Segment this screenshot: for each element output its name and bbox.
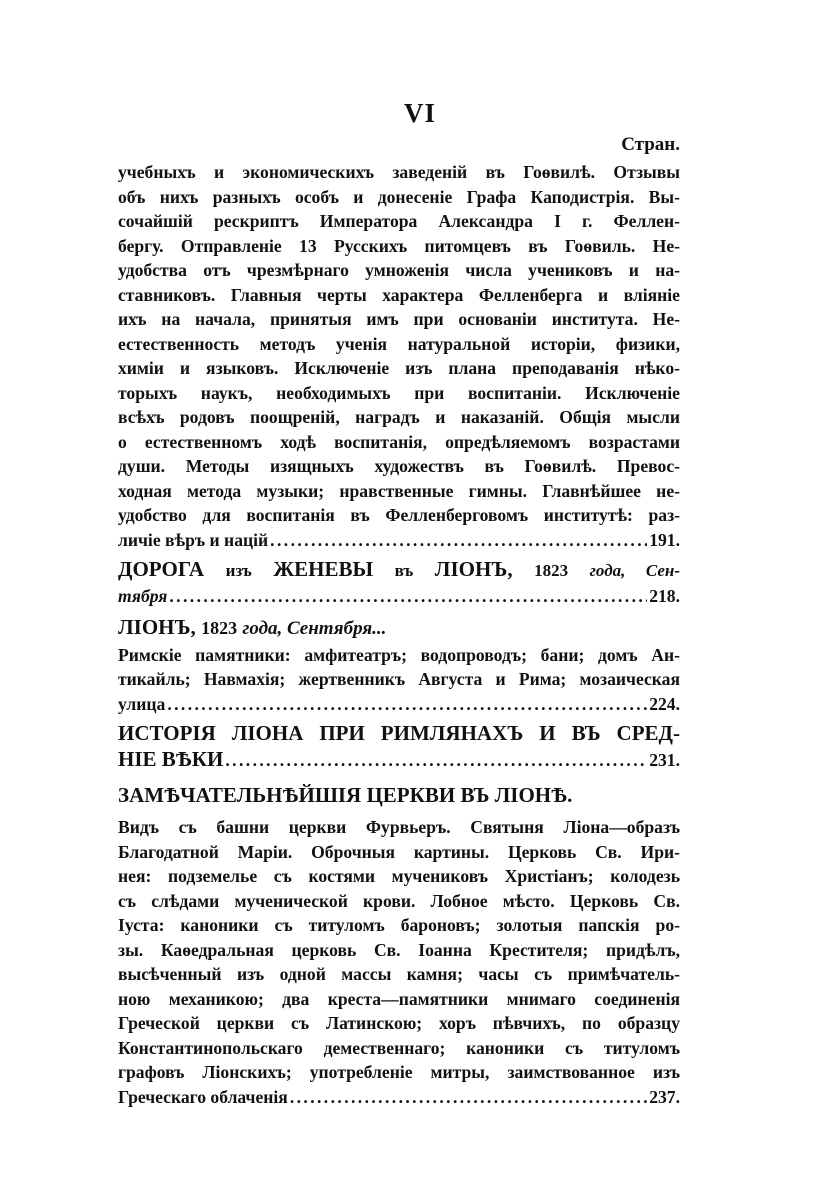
toc-text-line: химіи и языковъ. Исключеніе изъ плана преподаванія нѣко- [118,358,680,378]
toc-text-last: улица [118,693,166,714]
toc-entry-istoria [118,720,680,773]
toc-text-line: сочайшій рескриптъ Императора Александра I г. Феллен- [118,211,680,231]
toc-leader-line [118,692,680,717]
section-heading: ЛІОНЪ, 1823 года, Сентября... [118,614,387,639]
toc-text-line: тикайль; Навмахія; жертвенникъ Августа и Рима; мозаическая [118,669,680,689]
toc-text-line: Константинопольскаго демественнаго; каноники съ титуломъ [118,1037,680,1058]
toc-text-line: объ нихъ разныхъ особъ и донесеніе Графа Каподистрія. Вы- [118,186,680,207]
toc-text-line: графовъ Ліонскихъ; употребленіе митры, заимствованное изъ [118,1062,680,1082]
dot-leader [270,528,647,553]
toc-text-line: Іуста: каноники съ титуломъ бароновъ; золотыя папскія ро- [118,915,680,935]
toc-text-line: души. Методы изящныхъ художествъ въ Гоѳвилѣ. Превос- [118,456,680,476]
toc-leader-line [118,746,680,773]
section-heading: ИСТОРІЯ ЛІОНА ПРИ РИМЛЯНАХЪ И ВЪ СРЕД- [118,721,680,745]
toc-text-line: съ слѣдами мученической крови. Лобное мѣсто. Церковь Св. [118,890,680,911]
toc-text-last: Греческаго облаченія [118,1086,288,1107]
pages-column-label: Стран. [621,134,680,155]
toc-text-line: ною механикою; два креста—памятники мнимаго соединенія [118,988,680,1009]
toc-text-line: Благодатной Маріи. Оброчныя картины. Церковь Св. Ири- [118,841,680,862]
dot-leader [169,584,647,609]
toc-page-number: 224. [649,693,680,714]
toc-text-line: удобство для воспитанія въ Фелленберговомъ институтѣ: раз- [118,505,680,525]
toc-text-last: личіе вѣръ и націй [118,529,269,550]
toc-text-line: Римскіе памятники: амфитеатръ; водопроводъ; бани; домъ Ан- [118,644,680,665]
toc-entry-gofvil [118,160,680,552]
toc-text-line: бергу. Отправленіе 13 Русскихъ питомцевъ въ Гоѳвиль. Не- [118,235,680,256]
toc-text-line: удобства отъ чрезмѣрнаго умноженія числа учениковъ и на- [118,260,680,280]
toc-text-last: тября [118,586,168,606]
toc-text-line: ихъ на начала, принятыя имъ при основаніи института. Не- [118,309,680,329]
toc-page-number: 231. [649,750,680,770]
toc-entry-doroga [118,556,680,609]
toc-text-line: всѣхъ родовъ поощреній, наградъ и наказаній. Общія мысли [118,407,680,427]
toc-text-line: высѣченный изъ одной массы камня; часы съ примѣчатель- [118,964,680,984]
toc-leader-line [118,584,680,609]
toc-text-line: зы. Каѳедральная церковь Св. Іоанна Крестителя; придѣлъ, [118,939,680,960]
dot-leader [167,692,647,717]
toc-page-number: 218. [649,586,680,606]
section-heading: ДОРОГА изъ ЖЕНЕВЫ въ ЛІОНЪ, 1823 года, Сен- [118,557,680,581]
toc-text-line: ходная метода музыки; нравственные гимны. Главнѣйшее не- [118,480,680,501]
toc-entry-lion [118,613,680,717]
toc-text-line: Видъ съ башни церкви Фурвьеръ. Святыня Ліона—образъ [118,817,680,837]
toc-text-line: о естественномъ ходѣ воспитанія, опредѣляемомъ возрастами [118,431,680,452]
toc-text-line: Греческой церкви съ Латинскою; хоръ пѣвчихъ, по образцу [118,1013,680,1033]
section-heading: ЗАМѢЧАТЕЛЬНѢЙШІЯ ЦЕРКВИ ВЪ ЛІОНѢ. [118,783,573,807]
toc-leader-line [118,528,680,553]
toc-text-line: учебныхъ и экономическихъ заведеній въ Гоѳвилѣ. Отзывы [118,162,680,182]
toc-text-line: ставниковъ. Главныя черты характера Фелленберга и вліяніе [118,284,680,305]
page-folio: VI [403,98,436,128]
dot-leader [290,1085,647,1110]
toc-page-number: 237. [649,1086,680,1107]
toc-text-line: торыхъ наукъ, необходимыхъ при воспитаніи. Исключеніе [118,382,680,403]
table-of-contents [118,160,680,1109]
toc-entry-cerkvi [118,781,680,1109]
toc-text-last: НІЕ ВѢКИ [118,747,224,771]
toc-text-line: нея: подземелье съ костями мучениковъ Христіанъ; колодезь [118,866,680,886]
toc-text-line: естественность методъ ученія натуральной исторіи, физики, [118,333,680,354]
toc-leader-line [118,1085,680,1110]
dot-leader [225,747,647,773]
toc-page-number: 191. [649,529,680,550]
